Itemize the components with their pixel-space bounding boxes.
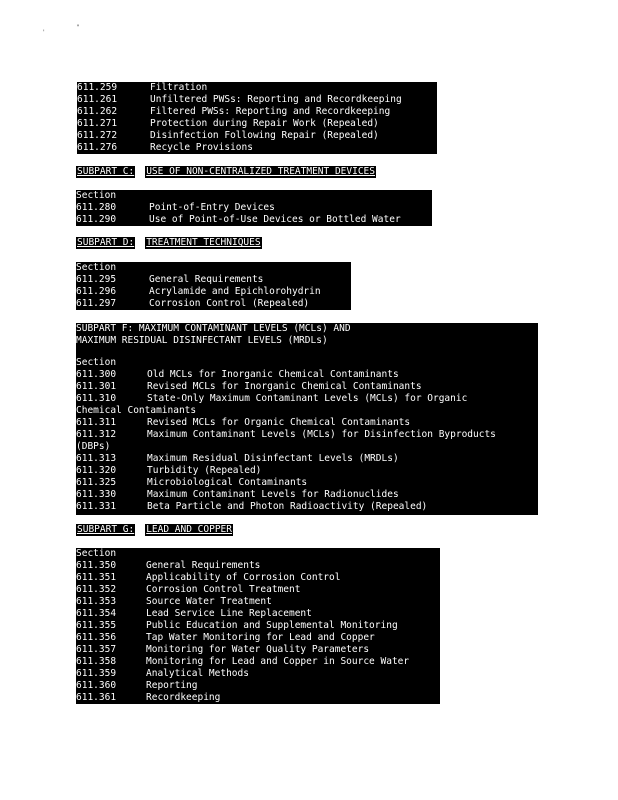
subpart-heading-text: MAXIMUM RESIDUAL DISINFECTANT LEVELS (MRDLs) bbox=[76, 335, 328, 346]
section-title: Reporting bbox=[146, 680, 198, 691]
scan-artifact-mark: ' bbox=[42, 29, 46, 36]
section-title: General Requirements bbox=[146, 560, 261, 571]
section-row bbox=[77, 142, 437, 154]
section-number: 611.312 bbox=[76, 429, 117, 440]
section-row bbox=[77, 118, 437, 130]
section-title: Corrosion Control Treatment bbox=[146, 584, 301, 595]
subpart-heading bbox=[76, 524, 233, 536]
section-row bbox=[76, 465, 538, 477]
section-title: Revised MCLs for Organic Chemical Contaminants bbox=[147, 417, 411, 428]
section-row bbox=[76, 560, 440, 572]
subpart-title: USE OF NON-CENTRALIZED TREATMENT DEVICES bbox=[146, 166, 375, 177]
section-number: 611.259 bbox=[77, 82, 118, 93]
section-number: 611.280 bbox=[76, 202, 117, 213]
section-label-row bbox=[76, 548, 440, 560]
section-title: Maximum Contaminant Levels for Radionuclides bbox=[147, 489, 399, 500]
section-row bbox=[76, 668, 440, 680]
section-label: Section bbox=[76, 190, 117, 201]
section-row bbox=[76, 477, 538, 489]
section-label-row bbox=[76, 357, 538, 369]
section-number: 611.276 bbox=[77, 142, 118, 153]
section-label-row bbox=[76, 190, 432, 202]
section-number: 611.297 bbox=[76, 298, 117, 309]
section-title: (DBPs) bbox=[76, 441, 111, 452]
section-label-row bbox=[76, 262, 351, 274]
section-title: Source Water Treatment bbox=[146, 596, 272, 607]
section-title: Chemical Contaminants bbox=[76, 405, 197, 416]
section-row bbox=[76, 298, 351, 310]
section-number: 611.354 bbox=[76, 608, 117, 619]
section-title: Recordkeeping bbox=[146, 692, 221, 703]
section-row bbox=[76, 381, 538, 393]
section-title: General Requirements bbox=[149, 274, 264, 285]
section-title: Disinfection Following Repair (Repealed) bbox=[150, 130, 379, 141]
section-title: Unfiltered PWSs: Reporting and Recordkeeping bbox=[150, 94, 402, 105]
section-row bbox=[76, 202, 432, 214]
section-row bbox=[76, 369, 538, 381]
section-number: 611.290 bbox=[76, 214, 117, 225]
section-number: 611.272 bbox=[77, 130, 118, 141]
section-row bbox=[77, 130, 437, 142]
section-row bbox=[76, 692, 440, 704]
section-title: Analytical Methods bbox=[146, 668, 249, 679]
subpart-heading-line bbox=[76, 323, 538, 335]
subpart-label: SUBPART G: bbox=[77, 524, 135, 535]
section-row bbox=[76, 286, 351, 298]
section-number: 611.357 bbox=[76, 644, 117, 655]
section-label: Section bbox=[76, 262, 117, 273]
section-number: 611.300 bbox=[76, 369, 117, 380]
section-row bbox=[76, 214, 432, 226]
section-number: 611.271 bbox=[77, 118, 118, 129]
section-title: State-Only Maximum Contaminant Levels (MCLs) for Organic bbox=[147, 393, 468, 404]
section-row-continuation bbox=[76, 441, 538, 453]
subpart-heading-line bbox=[76, 335, 538, 347]
section-row bbox=[76, 429, 538, 441]
section-title: Microbiological Contaminants bbox=[147, 477, 308, 488]
section-list-block bbox=[76, 548, 440, 704]
section-number: 611.301 bbox=[76, 381, 117, 392]
subpart-label: SUBPART D: bbox=[77, 237, 135, 248]
section-list-block bbox=[77, 82, 437, 154]
section-title: Lead Service Line Replacement bbox=[146, 608, 312, 619]
section-row bbox=[77, 94, 437, 106]
subpart-heading-text: SUBPART F: MAXIMUM CONTAMINANT LEVELS (MCLs) AND bbox=[76, 323, 351, 334]
section-number: 611.352 bbox=[76, 584, 117, 595]
subpart-label: SUBPART C: bbox=[77, 166, 135, 177]
section-title: Public Education and Supplemental Monitoring bbox=[146, 620, 398, 631]
subpart-title: LEAD AND COPPER bbox=[146, 524, 232, 535]
section-number: 611.311 bbox=[76, 417, 117, 428]
section-number: 611.350 bbox=[76, 560, 117, 571]
section-title: Monitoring for Water Quality Parameters bbox=[146, 644, 370, 655]
section-row bbox=[76, 620, 440, 632]
section-number: 611.355 bbox=[76, 620, 117, 631]
section-title: Monitoring for Lead and Copper in Source Water bbox=[146, 656, 410, 667]
subpart-title: TREATMENT TECHNIQUES bbox=[146, 237, 261, 248]
section-row bbox=[76, 632, 440, 644]
section-number: 611.262 bbox=[77, 106, 118, 117]
section-title: Corrosion Control (Repealed) bbox=[149, 298, 310, 309]
section-number: 611.310 bbox=[76, 393, 117, 404]
section-row-continuation bbox=[76, 405, 538, 417]
section-number: 611.295 bbox=[76, 274, 117, 285]
section-title: Point-of-Entry Devices bbox=[149, 202, 275, 213]
section-row bbox=[76, 656, 440, 668]
section-title: Filtration bbox=[150, 82, 208, 93]
section-title: Maximum Residual Disinfectant Levels (MRDLs) bbox=[147, 453, 399, 464]
section-row bbox=[76, 274, 351, 286]
section-title: Old MCLs for Inorganic Chemical Contaminants bbox=[147, 369, 399, 380]
section-title: Tap Water Monitoring for Lead and Copper bbox=[146, 632, 375, 643]
subpart-heading bbox=[76, 166, 376, 178]
section-number: 611.358 bbox=[76, 656, 117, 667]
section-number: 611.361 bbox=[76, 692, 117, 703]
section-list-block bbox=[76, 262, 351, 310]
section-number: 611.296 bbox=[76, 286, 117, 297]
section-row bbox=[76, 453, 538, 465]
section-row bbox=[76, 501, 538, 513]
section-number: 611.359 bbox=[76, 668, 117, 679]
section-label: Section bbox=[76, 548, 117, 559]
section-list-block bbox=[76, 190, 432, 226]
section-number: 611.360 bbox=[76, 680, 117, 691]
section-number: 611.353 bbox=[76, 596, 117, 607]
section-title: Applicability of Corrosion Control bbox=[146, 572, 341, 583]
section-title: Recycle Provisions bbox=[150, 142, 253, 153]
section-title: Filtered PWSs: Reporting and Recordkeeping bbox=[150, 106, 391, 117]
subpart-f-block bbox=[76, 323, 538, 515]
section-number: 611.325 bbox=[76, 477, 117, 488]
section-number: 611.313 bbox=[76, 453, 117, 464]
section-title: Protection during Repair Work (Repealed) bbox=[150, 118, 379, 129]
section-row bbox=[76, 572, 440, 584]
section-row bbox=[76, 489, 538, 501]
section-row bbox=[76, 596, 440, 608]
section-row bbox=[77, 106, 437, 118]
section-number: 611.351 bbox=[76, 572, 117, 583]
section-row bbox=[76, 680, 440, 692]
section-row bbox=[77, 82, 437, 94]
section-title: Turbidity (Repealed) bbox=[147, 465, 262, 476]
section-row bbox=[76, 608, 440, 620]
subpart-heading bbox=[76, 237, 262, 249]
section-number: 611.356 bbox=[76, 632, 117, 643]
section-title: Maximum Contaminant Levels (MCLs) for Disinfection Byproducts bbox=[147, 429, 496, 440]
section-title: Use of Point-of-Use Devices or Bottled Water bbox=[149, 214, 401, 225]
section-row bbox=[76, 644, 440, 656]
scan-artifact-mark: " bbox=[76, 24, 80, 31]
section-row bbox=[76, 393, 538, 405]
section-row bbox=[76, 584, 440, 596]
section-number: 611.331 bbox=[76, 501, 117, 512]
section-row bbox=[76, 417, 538, 429]
section-title: Acrylamide and Epichlorohydrin bbox=[149, 286, 321, 297]
section-title: Revised MCLs for Inorganic Chemical Contaminants bbox=[147, 381, 422, 392]
section-number: 611.320 bbox=[76, 465, 117, 476]
section-label: Section bbox=[76, 357, 117, 368]
section-number: 611.261 bbox=[77, 94, 118, 105]
section-number: 611.330 bbox=[76, 489, 117, 500]
section-title: Beta Particle and Photon Radioactivity (Repealed) bbox=[147, 501, 428, 512]
